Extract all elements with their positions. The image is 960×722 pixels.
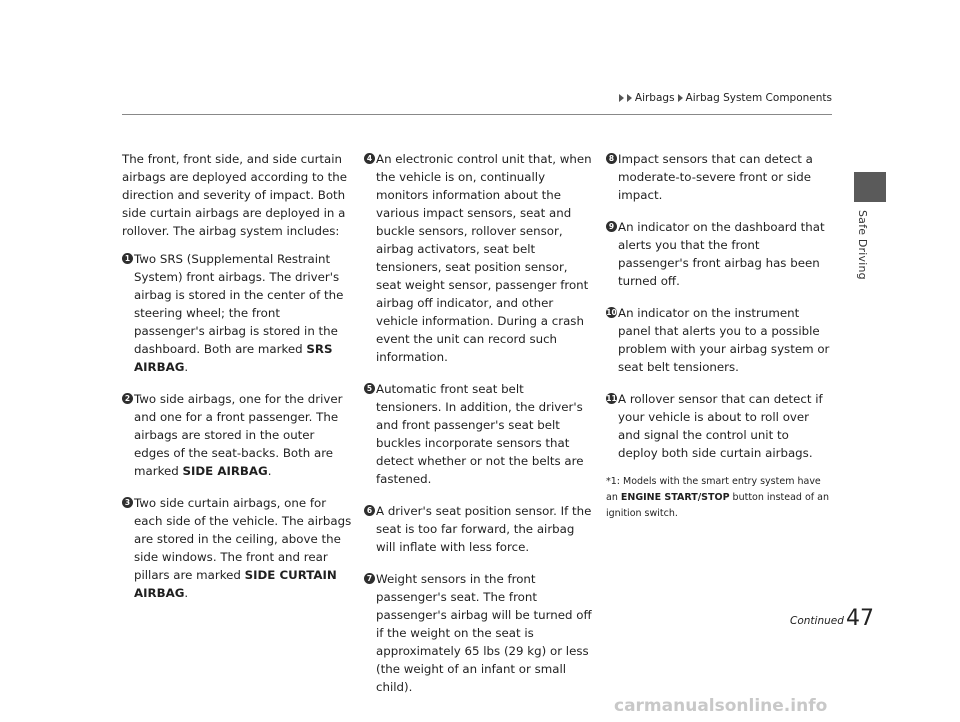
list-item	[122, 250, 352, 376]
item-text: A driver's seat position sensor. If the seat is too far forward, the airbag will inflate with less force.	[376, 504, 592, 554]
item-label: SRS AIRBAG	[134, 342, 333, 374]
item-label: SIDE CURTAIN AIRBAG	[134, 568, 337, 600]
footnote-button-name: ENGINE START/STOP	[620, 492, 730, 503]
intro-paragraph: The front, front side, and side curtain airbags are deployed according to the direction and severity of impact. Both side curtain airbags are deployed in a rollover. The airbag system includes:	[122, 152, 347, 238]
arrow-icon	[619, 94, 624, 102]
number-badge: 2	[122, 393, 133, 404]
breadcrumb-current: Airbag System Components	[685, 92, 832, 104]
list-item	[122, 390, 352, 480]
item-text: An electronic control unit that, when the vehicle is on, continually monitors information about the various impact sensors, seat and buckle sensors, rollover sensor, airbag activators, seat belt tensioners, seat position sensor, seat weight sensor, passenger front airbag off indicator, and other vehicle information. During a crash event the unit can record such information.	[376, 152, 592, 364]
item-punct: .	[184, 586, 189, 600]
item-text: Two SRS (Supplemental Restraint System) front airbags. The driver's airbag is stored in the center of the steering wheel; the front passenger's airbag is stored in the dashboard. Both are marked	[134, 252, 344, 356]
footnote-suffix: button instead of an ignition switch.	[606, 492, 829, 519]
number-badge: 1	[122, 253, 133, 264]
section-tab	[854, 172, 886, 202]
number-badge: 6	[364, 505, 375, 516]
list-item	[364, 150, 592, 366]
list-item	[606, 390, 832, 462]
list-item	[364, 570, 592, 696]
item-punct: .	[267, 464, 272, 478]
item-text: Impact sensors that can detect a moderate-to-severe front or side impact.	[618, 152, 813, 202]
item-text: An indicator on the dashboard that alerts you that the front passenger's front airbag has been turned off.	[618, 220, 825, 288]
list-item	[364, 502, 592, 556]
item-text: Automatic front seat belt tensioners. In addition, the driver's and front passenger's seat belt buckles incorporate sensors that detect whether or not the belts are fastened.	[376, 382, 584, 486]
item-text: An indicator on the instrument panel that alerts you to a possible problem with your airbag system or seat belt tensioners.	[618, 306, 830, 374]
number-badge: 4	[364, 153, 375, 164]
number-badge: 7	[364, 573, 375, 584]
list-item	[606, 304, 832, 376]
item-punct: .	[184, 360, 189, 374]
arrow-icon	[678, 94, 683, 102]
watermark: carmanualsonline.info	[614, 696, 828, 716]
header-divider	[122, 114, 832, 115]
arrow-icon	[627, 94, 632, 102]
section-label: Safe Driving	[856, 210, 869, 280]
number-badge: 9	[606, 221, 617, 232]
list-item	[606, 218, 832, 290]
footnote	[606, 474, 832, 522]
item-label: SIDE AIRBAG	[182, 464, 268, 478]
number-badge: 10	[606, 308, 617, 317]
footnote-prefix: *1: Models with the smart entry system have an	[606, 476, 821, 503]
page-number: 47	[846, 606, 874, 631]
number-badge: 11	[606, 394, 617, 403]
item-text: Two side curtain airbags, one for each side of the vehicle. The airbags are stored in the ceiling, above the side windows. The front and rear pillars are marked	[134, 496, 352, 582]
list-item	[606, 150, 832, 204]
number-badge: 5	[364, 383, 375, 394]
column-2	[364, 150, 592, 710]
number-badge: 3	[122, 497, 133, 508]
breadcrumb	[619, 92, 832, 104]
breadcrumb-parent[interactable]: Airbags	[634, 92, 675, 104]
column-3	[606, 150, 832, 522]
number-badge: 8	[606, 153, 617, 164]
column-1	[122, 150, 352, 616]
list-item	[364, 380, 592, 488]
item-text: Weight sensors in the front passenger's seat. The front passenger's airbag will be turned off if the weight on the seat is approximately 65 lbs (29 kg) or less (the weight of an infant or small child).	[376, 572, 592, 694]
item-text: Two side airbags, one for the driver and one for a front passenger. The airbags are stored in the outer edges of the seat-backs. Both are marked	[134, 392, 343, 478]
list-item	[122, 494, 352, 602]
item-text: A rollover sensor that can detect if your vehicle is about to roll over and signal the control unit to deploy both side curtain airbags.	[618, 392, 823, 460]
continued-label: Continued	[790, 615, 844, 627]
